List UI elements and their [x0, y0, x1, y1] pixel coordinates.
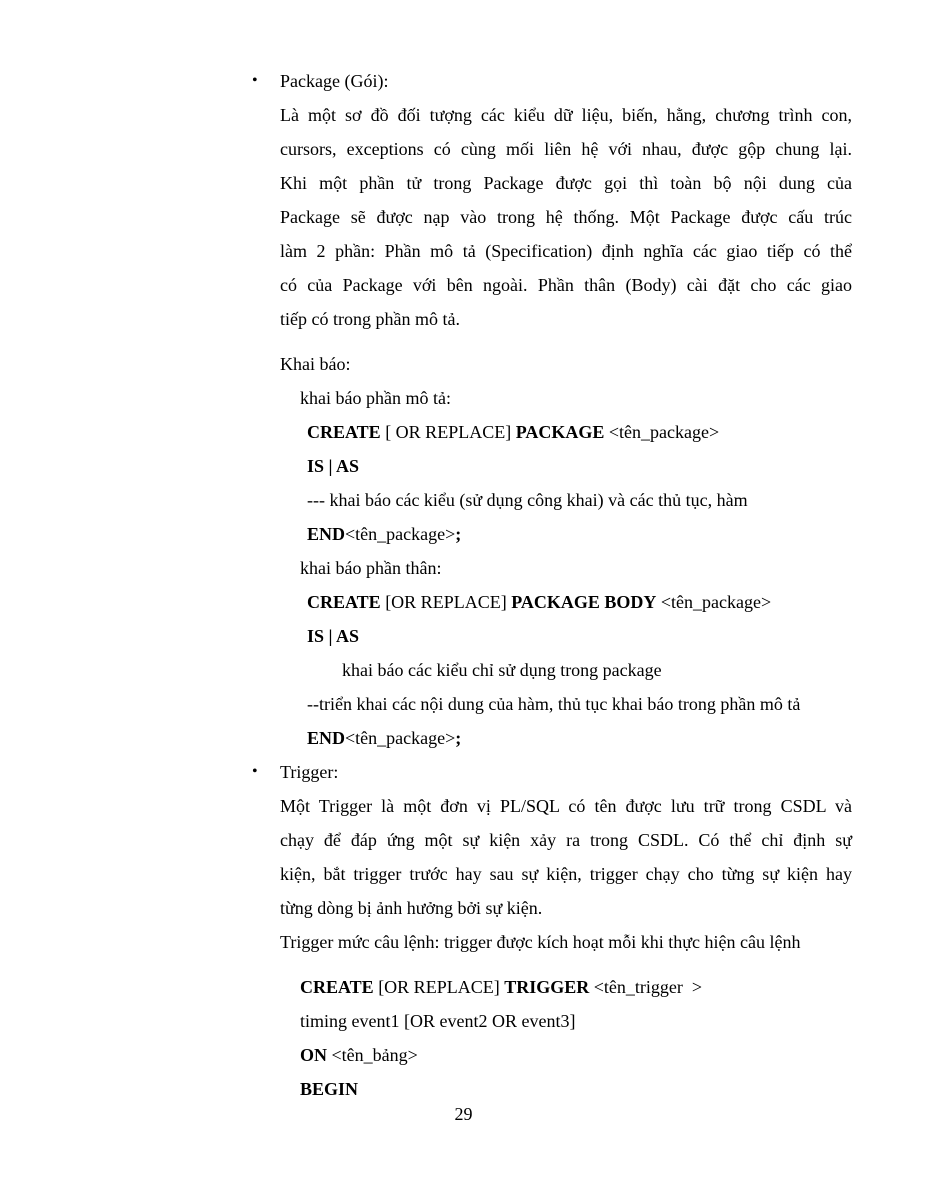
table-name: <tên_bảng>	[327, 1045, 418, 1065]
trigger-name: <tên_trigger >	[589, 977, 702, 997]
body-end-line	[307, 727, 461, 749]
bullet-package: •	[252, 72, 258, 89]
trigger-para-line-2: chạy để đáp ứng một sự kiện xảy ra trong CSDL. Có thể chỉ định sự	[280, 830, 852, 850]
spec-label: khai báo phần mô tả:	[300, 388, 451, 408]
or-replace-text: [ OR REPLACE]	[380, 422, 516, 442]
semicolon: ;	[455, 728, 462, 748]
spec-is-as-line	[307, 455, 359, 477]
package-para-line-2: cursors, exceptions có cùng mối liên hệ với nhau, được gộp chung lại.	[280, 139, 852, 159]
spec-end-line	[307, 523, 461, 545]
body-types-line: khai báo các kiểu chỉ sử dụng trong package	[342, 660, 662, 680]
trigger-para-line-1: Một Trigger là một đơn vị PL/SQL có tên được lưu trữ trong CSDL và	[280, 796, 852, 816]
package-para-line-1: Là một sơ đồ đối tượng các kiểu dữ liệu, biến, hằng, chương trình con,	[280, 105, 852, 125]
kw-create: CREATE	[307, 422, 381, 442]
package-heading: Package (Gói):	[280, 71, 389, 91]
package-name: <tên_package>	[656, 592, 772, 612]
spec-create-line	[307, 421, 719, 443]
body-is-as-line	[307, 625, 359, 647]
kw-is-as: IS | AS	[307, 456, 359, 476]
kw-trigger: TRIGGER	[504, 977, 590, 997]
package-para-line-4: Package sẽ được nạp vào trong hệ thống. Một Package được cấu trúc	[280, 207, 852, 227]
body-comment-line: --triển khai các nội dung của hàm, thủ tục khai báo trong phần mô tả	[307, 694, 801, 714]
spec-comment-line: --- khai báo các kiểu (sử dụng công khai) và các thủ tục, hàm	[307, 490, 748, 510]
package-name: <tên_package>	[604, 422, 720, 442]
kw-begin: BEGIN	[300, 1079, 359, 1099]
package-para-line-7: tiếp có trong phần mô tả.	[280, 309, 460, 329]
package-para-line-3: Khi một phần tử trong Package được gọi thì toàn bộ nội dung của	[280, 173, 852, 193]
package-para-line-5: làm 2 phần: Phần mô tả (Specification) định nghĩa các giao tiếp có thể	[280, 241, 852, 261]
trigger-begin-line	[300, 1078, 358, 1100]
trigger-heading: Trigger:	[280, 762, 339, 782]
kw-on: ON	[300, 1045, 327, 1065]
bullet-trigger: •	[252, 763, 258, 780]
body-label: khai báo phần thân:	[300, 558, 442, 578]
trigger-timing-line: timing event1 [OR event2 OR event3]	[300, 1011, 576, 1031]
trigger-statement-level: Trigger mức câu lệnh: trigger được kích hoạt mỗi khi thực hiện câu lệnh	[280, 932, 801, 952]
kw-is-as: IS | AS	[307, 626, 359, 646]
kw-create: CREATE	[307, 592, 381, 612]
kw-end: END	[307, 524, 346, 544]
trigger-para-line-4: từng dòng bị ảnh hưởng bởi sự kiện.	[280, 898, 543, 918]
or-replace-text: [OR REPLACE]	[380, 592, 512, 612]
trigger-para-line-3: kiện, bắt trigger trước hay sau sự kiện, trigger chạy cho từng sự kiện hay	[280, 864, 852, 884]
trigger-on-line	[300, 1044, 418, 1066]
trigger-create-line	[300, 976, 702, 998]
end-name: <tên_package>	[345, 728, 456, 748]
body-create-line	[307, 591, 771, 613]
kw-create: CREATE	[300, 977, 374, 997]
page-number: 29	[454, 1104, 473, 1124]
or-replace-text: [OR REPLACE]	[373, 977, 505, 997]
declare-label: Khai báo:	[280, 354, 351, 374]
semicolon: ;	[455, 524, 462, 544]
package-para-line-6: có của Package với bên ngoài. Phần thân (Body) cài đặt cho các giao	[280, 275, 852, 295]
kw-package: PACKAGE	[515, 422, 605, 442]
kw-end: END	[307, 728, 346, 748]
kw-package-body: PACKAGE BODY	[511, 592, 657, 612]
end-name: <tên_package>	[345, 524, 456, 544]
